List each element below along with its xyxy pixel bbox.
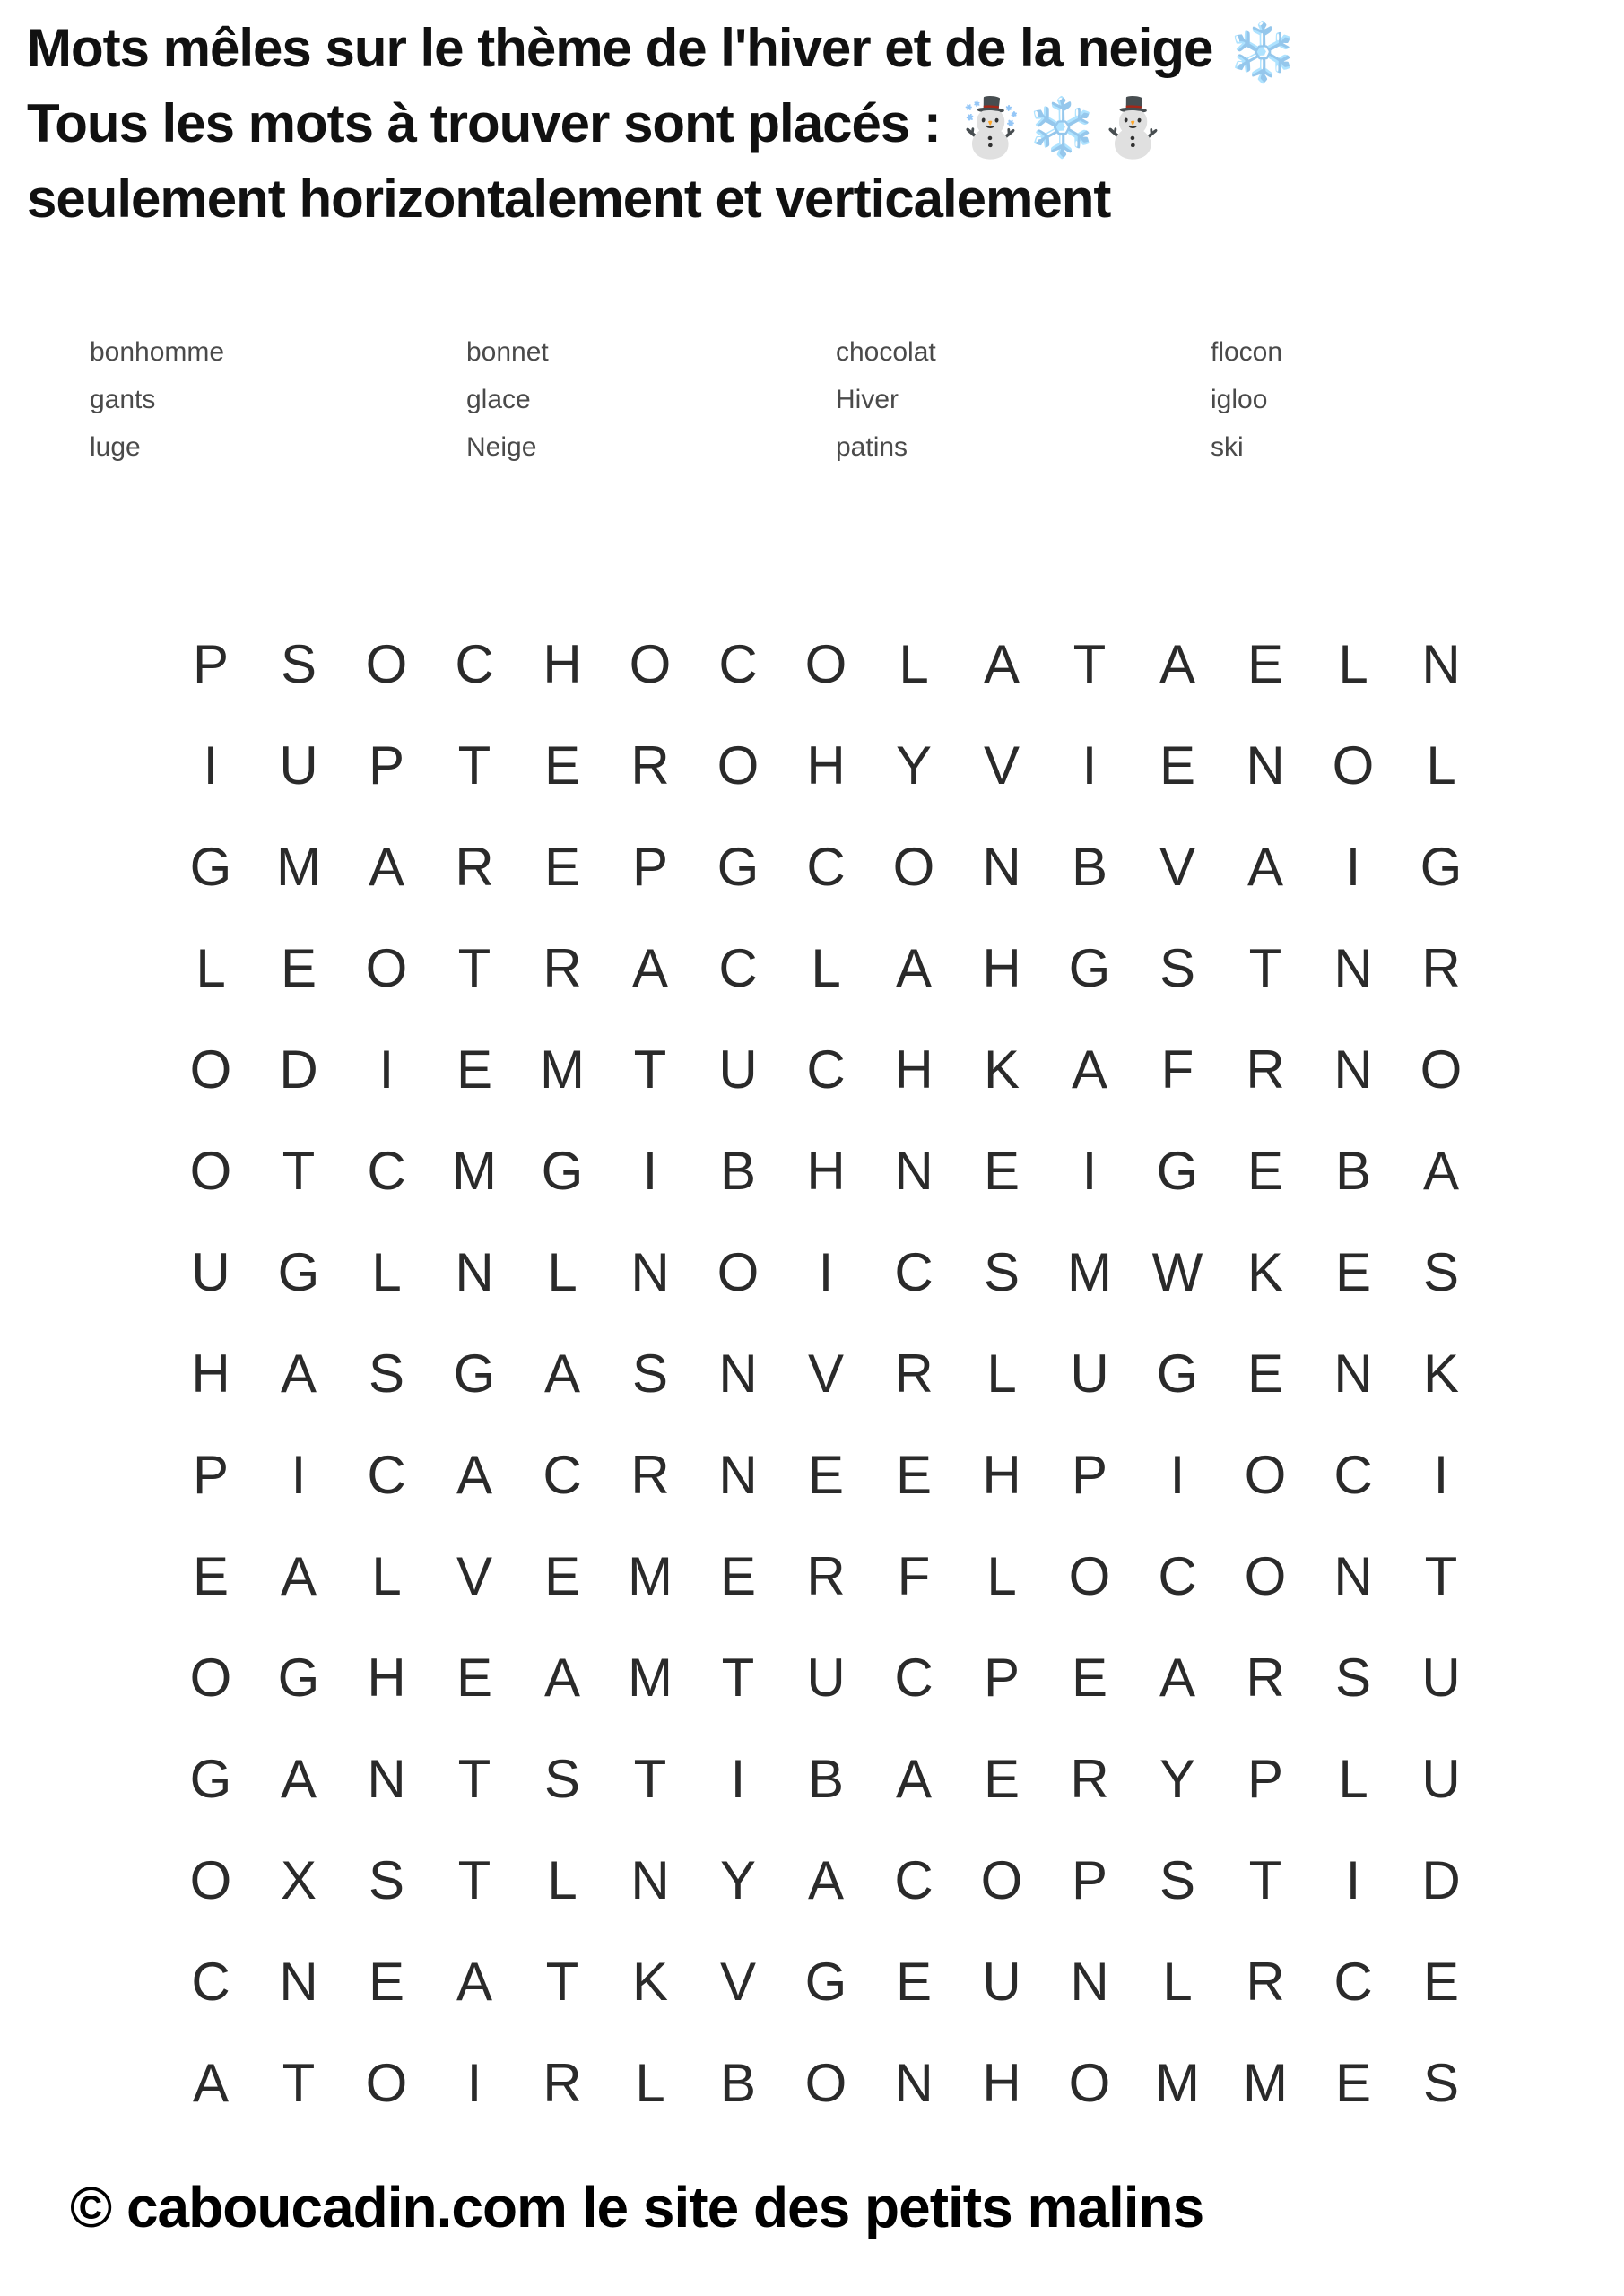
- grid-cell: I: [1081, 735, 1098, 796]
- grid-row: [167, 1830, 1485, 1931]
- grid-cell: N: [718, 1344, 758, 1404]
- word-list-item: Hiver: [836, 385, 899, 414]
- grid-cell: I: [818, 1242, 834, 1302]
- grid-cell: Y: [895, 735, 933, 796]
- grid-cell: M: [276, 837, 321, 897]
- grid-cell: E: [1334, 1242, 1372, 1302]
- grid-cell: P: [368, 735, 405, 796]
- grid-cell: T: [1424, 1546, 1458, 1606]
- grid-cell: A: [983, 634, 1020, 694]
- grid-cell: C: [1333, 1445, 1373, 1505]
- grid-cell: O: [1068, 2053, 1111, 2113]
- grid-cell: T: [545, 1952, 579, 2012]
- grid-cell: A: [280, 1749, 317, 1809]
- grid-cell: H: [982, 1445, 1021, 1505]
- grid-cell: A: [280, 1344, 317, 1404]
- grid-cell: M: [452, 1141, 497, 1201]
- grid-row: [167, 1323, 1485, 1424]
- grid-cell: K: [631, 1952, 669, 2012]
- grid-cell: H: [191, 1344, 230, 1404]
- grid-cell: Y: [1159, 1749, 1196, 1809]
- grid-cell: R: [630, 735, 670, 796]
- grid-cell: E: [1159, 735, 1196, 796]
- grid-cell: U: [1070, 1344, 1109, 1404]
- grid-cell: G: [541, 1141, 584, 1201]
- grid-cell: L: [899, 634, 929, 694]
- grid-cell: S: [280, 634, 317, 694]
- grid-cell: N: [1333, 1546, 1373, 1606]
- grid-cell: G: [1156, 1141, 1199, 1201]
- grid-row: [167, 1728, 1485, 1830]
- grid-cell: L: [547, 1850, 578, 1910]
- grid-cell: L: [811, 938, 841, 998]
- word-list-item: bonnet: [466, 337, 549, 367]
- grid-cell: O: [804, 2053, 847, 2113]
- grid-cell: R: [806, 1546, 846, 1606]
- grid-cell: E: [1334, 2053, 1372, 2113]
- grid-cell: I: [1081, 1141, 1098, 1201]
- grid-cell: I: [291, 1445, 307, 1505]
- grid-cell: O: [1420, 1039, 1463, 1100]
- grid-cell: A: [543, 1648, 581, 1708]
- grid-cell: V: [807, 1344, 845, 1404]
- grid-cell: O: [189, 1850, 232, 1910]
- grid-cell: I: [378, 1039, 395, 1100]
- grid-cell: O: [365, 634, 408, 694]
- grid-cell: R: [543, 2053, 582, 2113]
- grid-cell: L: [635, 2053, 665, 2113]
- grid-cell: O: [716, 1242, 760, 1302]
- grid-row: [167, 1627, 1485, 1728]
- grid-cell: T: [457, 938, 491, 998]
- grid-cell: U: [1421, 1648, 1461, 1708]
- grid-cell: T: [721, 1648, 755, 1708]
- snowflake-icon: ❄️: [1026, 95, 1098, 160]
- grid-row: [167, 613, 1485, 715]
- word-list-item: igloo: [1211, 385, 1268, 414]
- grid-cell: H: [894, 1039, 934, 1100]
- word-list-item: ski: [1211, 432, 1244, 462]
- grid-cell: S: [1422, 1242, 1460, 1302]
- grid-cell: E: [368, 1952, 405, 2012]
- grid-cell: G: [189, 837, 232, 897]
- grid-cell: N: [1070, 1952, 1109, 2012]
- grid-cell: V: [1159, 837, 1196, 897]
- grid-cell: E: [1246, 1141, 1284, 1201]
- grid-cell: F: [1160, 1039, 1194, 1100]
- grid-cell: I: [730, 1749, 746, 1809]
- grid-cell: P: [1071, 1850, 1108, 1910]
- grid-cell: E: [895, 1952, 933, 2012]
- grid-cell: N: [982, 837, 1021, 897]
- grid-cell: G: [277, 1648, 320, 1708]
- grid-cell: H: [982, 938, 1021, 998]
- grid-cell: H: [806, 1141, 846, 1201]
- grid-cell: C: [455, 634, 494, 694]
- grid-cell: N: [1246, 735, 1285, 796]
- grid-cell: S: [983, 1242, 1020, 1302]
- grid-cell: A: [456, 1445, 493, 1505]
- grid-cell: U: [191, 1242, 230, 1302]
- grid-cell: T: [457, 1850, 491, 1910]
- grid-cell: T: [633, 1039, 667, 1100]
- grid-cell: F: [897, 1546, 931, 1606]
- grid-row: [167, 1222, 1485, 1323]
- grid-cell: S: [1334, 1648, 1372, 1708]
- grid-cell: V: [719, 1952, 757, 2012]
- title-line-1-text: Mots mêles sur le thème de l'hiver et de la neige: [27, 18, 1228, 78]
- grid-cell: I: [1433, 1445, 1449, 1505]
- grid-row: [167, 918, 1485, 1019]
- grid-cell: L: [547, 1242, 578, 1302]
- grid-cell: E: [543, 735, 581, 796]
- grid-cell: A: [456, 1952, 493, 2012]
- grid-cell: L: [1338, 1749, 1368, 1809]
- grid-cell: D: [1421, 1850, 1461, 1910]
- grid-cell: O: [189, 1039, 232, 1100]
- grid-cell: K: [983, 1039, 1020, 1100]
- grid-cell: R: [543, 938, 582, 998]
- grid-cell: N: [367, 1749, 406, 1809]
- grid-cell: K: [1246, 1242, 1284, 1302]
- grid-cell: I: [203, 735, 219, 796]
- grid-cell: R: [894, 1344, 934, 1404]
- grid-cell: O: [1068, 1546, 1111, 1606]
- grid-cell: N: [1333, 938, 1373, 998]
- grid-cell: O: [892, 837, 935, 897]
- grid-cell: O: [365, 2053, 408, 2113]
- grid-cell: O: [980, 1850, 1023, 1910]
- grid-cell: N: [894, 2053, 934, 2113]
- grid-cell: C: [367, 1141, 406, 1201]
- grid-cell: N: [279, 1952, 318, 2012]
- grid-cell: W: [1151, 1242, 1203, 1302]
- grid-cell: N: [1421, 634, 1461, 694]
- grid-cell: M: [540, 1039, 585, 1100]
- grid-cell: L: [371, 1242, 402, 1302]
- grid-cell: S: [1159, 1850, 1196, 1910]
- grid-cell: P: [1071, 1445, 1108, 1505]
- grid-cell: C: [718, 938, 758, 998]
- grid-cell: E: [983, 1141, 1020, 1201]
- grid-cell: E: [456, 1648, 493, 1708]
- grid-cell: R: [1070, 1749, 1109, 1809]
- grid-cell: S: [543, 1749, 581, 1809]
- grid-cell: E: [280, 938, 317, 998]
- grid-cell: O: [365, 938, 408, 998]
- title-line-3: [27, 163, 1298, 235]
- grid-cell: A: [1071, 1039, 1108, 1100]
- grid-cell: S: [1422, 2053, 1460, 2113]
- grid-cell: B: [807, 1749, 845, 1809]
- grid-cell: N: [1333, 1344, 1373, 1404]
- grid-cell: T: [633, 1749, 667, 1809]
- grid-cell: G: [1156, 1344, 1199, 1404]
- grid-cell: R: [1246, 1039, 1285, 1100]
- grid-cell: O: [804, 634, 847, 694]
- grid-cell: H: [806, 735, 846, 796]
- copyright-footer: © caboucadin.com le site des petits malins: [70, 2175, 1204, 2239]
- grid-cell: L: [371, 1546, 402, 1606]
- grid-cell: E: [543, 837, 581, 897]
- grid-cell: L: [1162, 1952, 1193, 2012]
- snowman-icon: ⛄: [1097, 95, 1169, 160]
- grid-cell: R: [1421, 938, 1461, 998]
- grid-cell: E: [456, 1039, 493, 1100]
- grid-cell: C: [718, 634, 758, 694]
- grid-cell: A: [895, 938, 933, 998]
- grid-cell: S: [368, 1344, 405, 1404]
- grid-cell: N: [455, 1242, 494, 1302]
- grid-cell: B: [1334, 1141, 1372, 1201]
- word-list-item: flocon: [1211, 337, 1283, 367]
- grid-cell: N: [894, 1141, 934, 1201]
- grid-cell: E: [1422, 1952, 1460, 2012]
- grid-cell: C: [1158, 1546, 1197, 1606]
- grid-cell: A: [807, 1850, 845, 1910]
- grid-cell: T: [457, 735, 491, 796]
- grid-cell: C: [806, 837, 846, 897]
- grid-cell: N: [718, 1445, 758, 1505]
- title-line-1: [27, 13, 1298, 88]
- grid-row: [167, 1120, 1485, 1222]
- grid-cell: E: [807, 1445, 845, 1505]
- grid-cell: A: [1422, 1141, 1460, 1201]
- snowflake-icon: ❄️: [1227, 20, 1298, 84]
- grid-cell: V: [983, 735, 1020, 796]
- grid-cell: C: [894, 1850, 934, 1910]
- grid-cell: E: [719, 1546, 757, 1606]
- grid-cell: R: [630, 1445, 670, 1505]
- grid-cell: E: [543, 1546, 581, 1606]
- grid-cell: E: [983, 1749, 1020, 1809]
- grid-cell: T: [1248, 938, 1282, 998]
- grid-cell: B: [719, 2053, 757, 2113]
- grid-cell: D: [279, 1039, 318, 1100]
- grid-cell: P: [1246, 1749, 1284, 1809]
- grid-cell: U: [279, 735, 318, 796]
- grid-cell: O: [629, 634, 672, 694]
- grid-cell: C: [367, 1445, 406, 1505]
- grid-cell: H: [367, 1648, 406, 1708]
- grid-cell: L: [1426, 735, 1456, 796]
- grid-cell: G: [189, 1749, 232, 1809]
- grid-cell: E: [192, 1546, 230, 1606]
- grid-cell: A: [1246, 837, 1284, 897]
- title-line-3-text: seulement horizontalement et verticalement: [27, 169, 1111, 229]
- grid-cell: O: [1244, 1546, 1287, 1606]
- grid-cell: A: [368, 837, 405, 897]
- grid-cell: N: [630, 1242, 670, 1302]
- grid-cell: U: [718, 1039, 758, 1100]
- grid-cell: A: [543, 1344, 581, 1404]
- grid-cell: P: [192, 1445, 230, 1505]
- grid-row: [167, 1931, 1485, 2032]
- grid-cell: E: [1246, 634, 1284, 694]
- grid-cell: T: [457, 1749, 491, 1809]
- grid-cell: G: [277, 1242, 320, 1302]
- grid-cell: T: [1073, 634, 1107, 694]
- grid-cell: B: [719, 1141, 757, 1201]
- grid-cell: T: [1248, 1850, 1282, 1910]
- word-list-item: chocolat: [836, 337, 936, 367]
- grid-cell: R: [455, 837, 494, 897]
- grid-cell: K: [1422, 1344, 1460, 1404]
- grid-cell: L: [195, 938, 226, 998]
- grid-cell: U: [982, 1952, 1021, 2012]
- grid-cell: Y: [719, 1850, 757, 1910]
- grid-cell: P: [192, 634, 230, 694]
- grid-cell: I: [1345, 837, 1361, 897]
- grid-cell: I: [466, 2053, 482, 2113]
- grid-cell: O: [1332, 735, 1375, 796]
- grid-cell: M: [1067, 1242, 1112, 1302]
- letter-grid: [167, 613, 1485, 2134]
- grid-cell: N: [630, 1850, 670, 1910]
- grid-cell: O: [189, 1648, 232, 1708]
- grid-cell: T: [282, 2053, 316, 2113]
- grid-row: [167, 1424, 1485, 1526]
- grid-cell: A: [895, 1749, 933, 1809]
- grid-cell: N: [1333, 1039, 1373, 1100]
- word-list-item: glace: [466, 385, 531, 414]
- grid-cell: C: [543, 1445, 582, 1505]
- word-list-item: patins: [836, 432, 908, 462]
- grid-cell: H: [543, 634, 582, 694]
- grid-cell: G: [1068, 938, 1111, 998]
- grid-cell: A: [192, 2053, 230, 2113]
- grid-cell: M: [628, 1648, 673, 1708]
- grid-row: [167, 1526, 1485, 1627]
- grid-cell: C: [894, 1648, 934, 1708]
- grid-cell: S: [631, 1344, 669, 1404]
- grid-cell: C: [1333, 1952, 1373, 2012]
- grid-cell: R: [1246, 1648, 1285, 1708]
- grid-cell: A: [631, 938, 669, 998]
- grid-cell: E: [1246, 1344, 1284, 1404]
- word-list: [90, 328, 1282, 471]
- grid-cell: S: [1159, 938, 1196, 998]
- grid-cell: O: [716, 735, 760, 796]
- grid-cell: E: [1071, 1648, 1108, 1708]
- grid-cell: M: [628, 1546, 673, 1606]
- grid-cell: I: [1345, 1850, 1361, 1910]
- grid-cell: O: [189, 1141, 232, 1201]
- grid-cell: X: [280, 1850, 317, 1910]
- word-list-item: Neige: [466, 432, 537, 462]
- grid-cell: U: [1421, 1749, 1461, 1809]
- grid-cell: T: [282, 1141, 316, 1201]
- grid-cell: U: [806, 1648, 846, 1708]
- grid-row: [167, 816, 1485, 918]
- grid-cell: A: [1159, 634, 1196, 694]
- grid-cell: M: [1243, 2053, 1288, 2113]
- grid-cell: B: [1071, 837, 1108, 897]
- grid-cell: P: [983, 1648, 1020, 1708]
- grid-cell: S: [368, 1850, 405, 1910]
- grid-cell: V: [456, 1546, 493, 1606]
- title-line-2: [27, 88, 1298, 163]
- grid-cell: L: [986, 1546, 1017, 1606]
- grid-cell: A: [280, 1546, 317, 1606]
- grid-cell: H: [982, 2053, 1021, 2113]
- grid-cell: A: [1159, 1648, 1196, 1708]
- puzzle-title: [27, 13, 1298, 235]
- grid-cell: G: [1420, 837, 1463, 897]
- title-line-2-text: Tous les mots à trouver sont placés :: [27, 93, 955, 153]
- grid-row: [167, 2032, 1485, 2134]
- grid-cell: I: [642, 1141, 658, 1201]
- grid-cell: C: [191, 1952, 230, 2012]
- grid-row: [167, 715, 1485, 816]
- grid-cell: L: [986, 1344, 1017, 1404]
- grid-cell: G: [804, 1952, 847, 2012]
- grid-cell: M: [1155, 2053, 1200, 2113]
- snowman-icon: ☃️: [954, 95, 1027, 160]
- grid-cell: R: [1246, 1952, 1285, 2012]
- grid-cell: G: [453, 1344, 496, 1404]
- grid-cell: P: [631, 837, 669, 897]
- grid-cell: E: [895, 1445, 933, 1505]
- grid-cell: C: [806, 1039, 846, 1100]
- grid-cell: C: [894, 1242, 934, 1302]
- grid-row: [167, 1019, 1485, 1120]
- word-list-item: luge: [90, 432, 141, 462]
- grid-cell: O: [1244, 1445, 1287, 1505]
- grid-cell: G: [716, 837, 760, 897]
- grid-cell: I: [1169, 1445, 1185, 1505]
- word-list-item: gants: [90, 385, 156, 414]
- word-list-item: bonhomme: [90, 337, 225, 367]
- grid-cell: L: [1338, 634, 1368, 694]
